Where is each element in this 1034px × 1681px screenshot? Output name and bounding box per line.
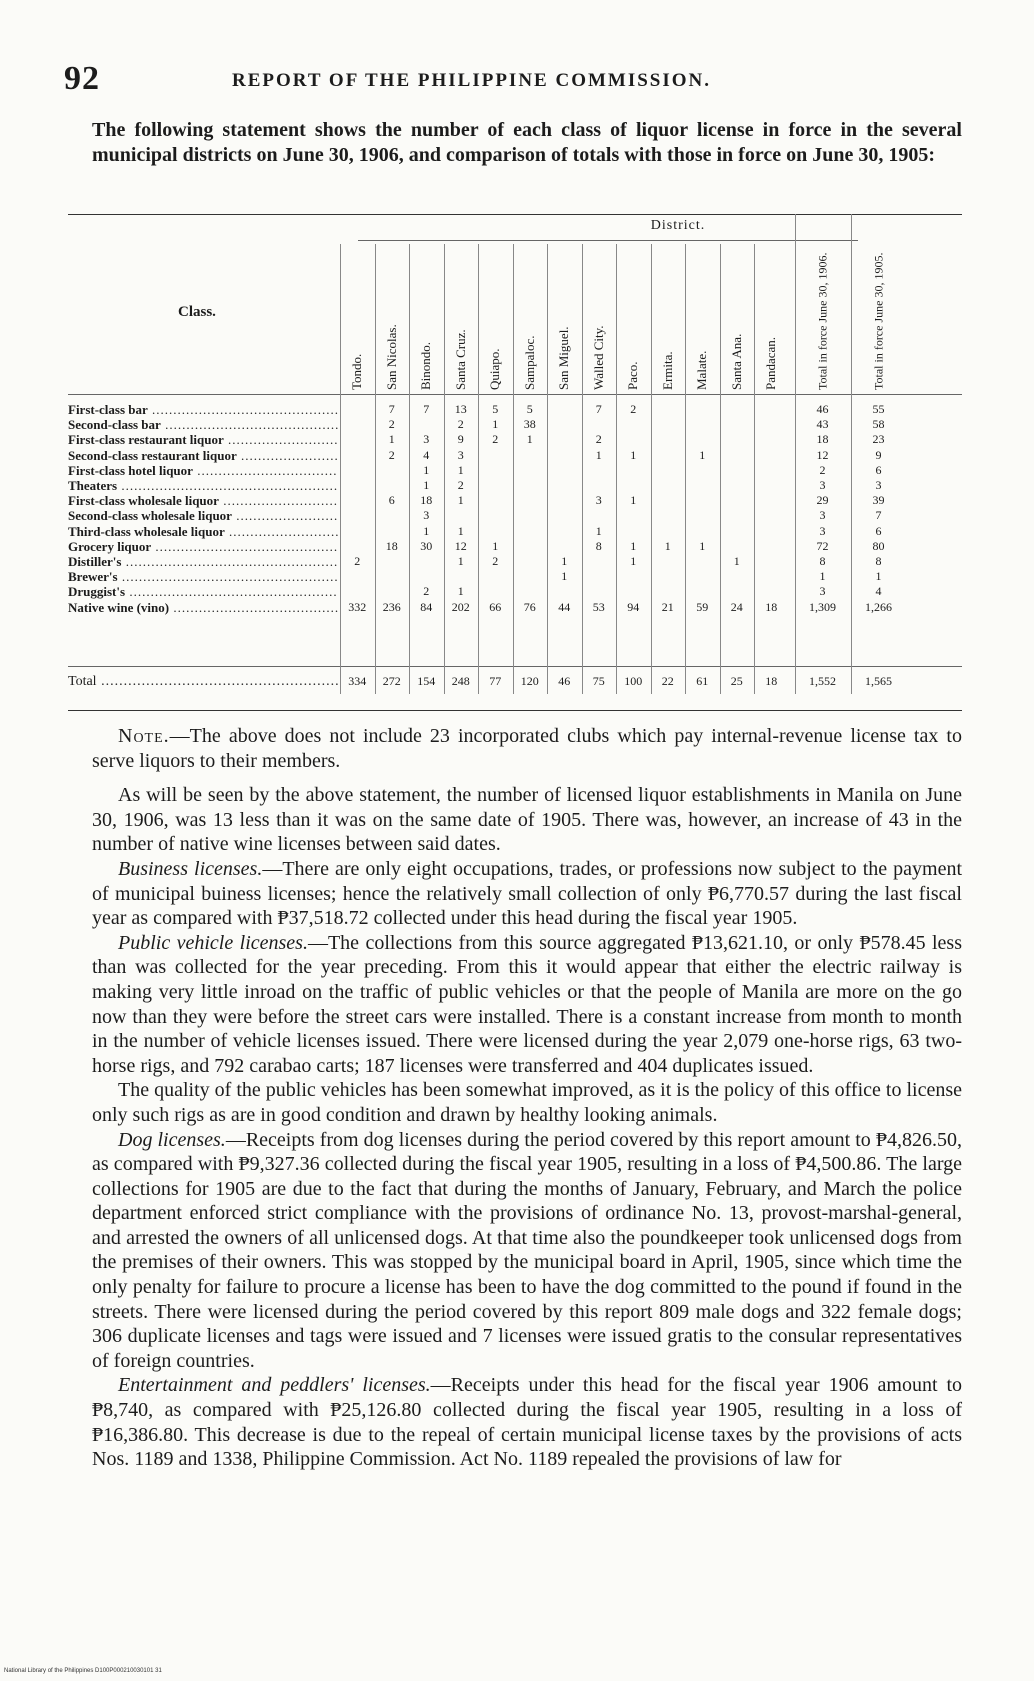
- table-cell: 18: [420, 493, 433, 508]
- table-cell: 46: [558, 674, 571, 688]
- table-cell: 1: [630, 554, 637, 568]
- column-header: [444, 244, 479, 394]
- table-cell: 1: [423, 478, 430, 492]
- row-label: Native wine (vino) .....: [68, 600, 338, 616]
- column-header: [616, 244, 651, 394]
- paragraph-text: As will be seen by the above statement, the number of licensed liquor establishments in Manila on June 30, 1906, was 13 less than it was on the same date of 1905. There was, however, an increase of 43 in the number of native wine licenses between said dates.: [92, 784, 962, 856]
- row-label: Theaters .....: [68, 478, 338, 494]
- table-cell: 18: [385, 538, 398, 553]
- table-cell: 1: [819, 569, 826, 584]
- column-header-label: Paco.: [625, 361, 641, 390]
- paragraph-lead: Public vehicle licenses.: [118, 931, 308, 954]
- body-paragraph: [92, 1373, 962, 1471]
- table-cell: 2: [630, 402, 637, 416]
- note-label: Note.: [118, 725, 170, 747]
- table-cell: 1,309: [809, 599, 836, 614]
- table-cell: 3: [819, 584, 826, 599]
- paragraph-lead: Dog licenses.: [118, 1128, 226, 1151]
- table-cell: 1: [388, 432, 395, 447]
- table-cell: 21: [661, 599, 674, 614]
- table-cell: 5: [526, 402, 533, 416]
- table-cell: 3: [819, 478, 826, 492]
- table-row: [68, 432, 962, 448]
- table-cell: 3: [819, 508, 826, 523]
- table-cell: 1: [699, 538, 706, 553]
- row-label: First-class wholesale liquor .....: [68, 493, 338, 509]
- table-bottom-rule: [68, 710, 962, 711]
- table-row: [68, 600, 962, 616]
- body-paragraph: [92, 1078, 962, 1127]
- page-header: [64, 60, 964, 100]
- row-label: Third-class wholesale liquor .....: [68, 524, 338, 540]
- table-cell: 1,266: [865, 599, 892, 614]
- paragraph-text: —There are only eight occupations, trades, or professions now subject to the payment of municipal buiness licenses; hence the relatively small collection of only ₱6,770.57 during the last fiscal year as compared with ₱37,518.72 collected under this head during the fiscal year 1905.: [92, 857, 963, 930]
- table-cell: 1: [630, 447, 637, 462]
- row-label: First-class restaurant liquor .....: [68, 432, 338, 448]
- column-header-label: Ermita.: [659, 351, 675, 390]
- column-header-label: San Miguel.: [556, 326, 572, 390]
- table-cell: 8: [819, 554, 826, 568]
- table-cell: 1: [457, 493, 464, 508]
- table-cell: 1,552: [809, 674, 836, 688]
- table-cell: 100: [624, 674, 643, 688]
- table-cell: 18: [765, 599, 778, 614]
- table-cell: 1: [526, 432, 533, 447]
- table-cell: 2: [457, 478, 464, 492]
- body-paragraph: [92, 783, 962, 857]
- column-header-label: Walled City.: [590, 325, 606, 390]
- column-header-label: Santa Cruz.: [452, 329, 468, 390]
- column-header: [582, 244, 617, 394]
- table-total-row: [68, 674, 962, 690]
- table-row: [68, 493, 962, 509]
- paragraph-lead: Entertainment and peddlers' licenses.: [118, 1374, 431, 1397]
- column-header-label: Sampaloc.: [521, 335, 537, 390]
- table-cell: 53: [592, 599, 605, 614]
- row-label: First-class bar .....: [68, 402, 338, 418]
- table-cell: 1: [875, 569, 882, 584]
- table-cell: 2: [819, 462, 826, 477]
- table-row: [68, 508, 962, 524]
- table-cell: 2: [388, 417, 395, 432]
- column-header: [409, 244, 444, 394]
- column-header: [651, 244, 686, 394]
- table-row: [68, 569, 962, 585]
- table-cell: 66: [489, 599, 502, 614]
- column-header: [685, 244, 720, 394]
- table-cell: 1: [492, 417, 499, 432]
- table-cell: 2: [595, 432, 602, 447]
- table-cell: 2: [457, 417, 464, 432]
- table-cell: 80: [872, 538, 885, 553]
- table-cell: 55: [872, 402, 885, 416]
- table-cell: 39: [872, 493, 885, 508]
- class-header: Class.: [178, 304, 216, 320]
- table-cell: 75: [592, 674, 605, 688]
- table-cell: 24: [730, 599, 743, 614]
- table-cell: 59: [696, 599, 709, 614]
- table-cell: 77: [489, 674, 502, 688]
- table-cell: 120: [520, 674, 539, 688]
- table-cell: 61: [696, 674, 709, 688]
- table-row: [68, 448, 962, 464]
- table-cell: 1: [595, 447, 602, 462]
- total-divider: [68, 666, 962, 667]
- total-column-header-label: Total in force June 30, 1905.: [871, 252, 885, 390]
- row-label: Brewer's .....: [68, 569, 338, 585]
- column-header: [754, 244, 789, 394]
- intro-paragraph: The following statement shows the number of each class of liquor license in force in the several municipal districts on June 30, 1906, and comparison of totals with those in force on June 30, 1905:: [92, 119, 962, 166]
- paragraph-list: [92, 783, 962, 1472]
- row-label: Distiller's .....: [68, 554, 338, 570]
- column-header: [340, 244, 375, 394]
- district-header: District.: [650, 218, 706, 233]
- table-cell: 76: [523, 599, 536, 614]
- table-cell: 7: [388, 402, 395, 416]
- table-cell: 38: [523, 417, 536, 432]
- table-cell: 3: [423, 508, 430, 523]
- table-row: [68, 478, 962, 494]
- table-cell: 8: [875, 554, 882, 568]
- paragraph-text: —Receipts under this head for the fiscal year 1906 amount to ₱8,740, as compared with ₱25,126.80 collected during the fiscal year 1905, resulting in a loss of ₱16,386.80. This decrease is due to the repeal of certain municipal license taxes by the provisions of acts Nos. 1189 and 1338, Philippine Commission. Act No. 1189 repealed the provisions of law for: [92, 1374, 962, 1471]
- body-paragraph: [92, 857, 962, 931]
- paragraph-text: —Receipts from dog licenses during the period covered by this report amount to ₱4,826.50, as compared with ₱9,327.36 collected during the fiscal year 1905, resulting in a loss of ₱4,500.86. The large collections for 1905 are due to the fact that during the months of January, February, and March the police department enforced strict compliance with the provisions of ordinance No. 13, provost-marshal-general, and arrested the owners of all unlicensed dogs. At that time also the poundkeeper took unlicensed dogs from the premises of their owners. This was stopped by the municipal board in April, 1905, since which time the only penalty for failure to procure a license has been to have the dog committed to the pound if found in the streets. There were licensed during the period covered by this report 809 male dogs and 322 female dogs; 306 duplicate licenses and tags were issued and 7 licenses were issued gratis to the consular representatives of foreign countries.: [92, 1128, 962, 1372]
- table-cell: 3: [423, 432, 430, 447]
- table-cell: 1: [561, 569, 568, 584]
- table-cell: 1: [423, 523, 430, 538]
- note-paragraph: [92, 724, 962, 773]
- table-cell: 9: [457, 432, 464, 447]
- table-cell: 1: [457, 523, 464, 538]
- page-number: 92: [64, 60, 100, 97]
- table-cell: 3: [595, 493, 602, 508]
- column-header: [720, 244, 755, 394]
- table-cell: 1: [423, 462, 430, 477]
- table-cell: 1: [457, 554, 464, 568]
- table-row: [68, 524, 962, 540]
- column-header: [547, 244, 582, 394]
- table-cell: 12: [816, 447, 829, 462]
- table-cell: 4: [875, 584, 882, 599]
- table-cell: 7: [875, 508, 882, 523]
- table-cell: 29: [816, 493, 829, 508]
- table-cell: 332: [348, 599, 367, 614]
- table-cell: 6: [875, 462, 882, 477]
- table-row: [68, 463, 962, 479]
- table-cell: 5: [492, 402, 499, 416]
- table-cell: 1: [492, 538, 499, 553]
- table-cell: 1: [457, 462, 464, 477]
- table-row: [68, 402, 962, 418]
- column-header: [513, 244, 548, 394]
- table-cell: 94: [627, 599, 640, 614]
- body-text: [92, 724, 962, 1472]
- table-cell: 202: [451, 599, 470, 614]
- table-cell: 154: [417, 674, 436, 688]
- table-cell: 30: [420, 538, 433, 553]
- table-cell: 9: [875, 447, 882, 462]
- table-cell: 7: [595, 402, 602, 416]
- table-cell: 84: [420, 599, 433, 614]
- table-row: [68, 417, 962, 433]
- table-cell: 3: [457, 447, 464, 462]
- body-paragraph: [92, 1128, 962, 1374]
- table-cell: 1: [457, 584, 464, 599]
- table-cell: 44: [558, 599, 571, 614]
- table-row: [68, 539, 962, 555]
- table-cell: 6: [388, 493, 395, 508]
- column-header: [375, 244, 410, 394]
- row-label: Second-class bar .....: [68, 417, 338, 433]
- column-header-label: Pandacan.: [763, 336, 779, 390]
- paragraph-text: —The collections from this source aggregated ₱13,621.10, or only ₱578.45 less than was collected for the year preceding. From this it would appear that either the electric railway is making very little inroad on the traffic of public vehicles or that the people of Manila are more on the go now than they were before the street cars were installed. There is a constant increase from month to month in the number of vehicle licenses issued. There were licensed during the year 2,079 one-horse rigs, 63 two-horse rigs, and 792 carabao carts; 187 licenses were transferred and 404 duplicates issued.: [92, 931, 962, 1077]
- table-cell: 2: [492, 432, 499, 447]
- table-cell: 2: [388, 447, 395, 462]
- table-cell: 3: [819, 523, 826, 538]
- column-header-label: Binondo.: [418, 341, 434, 390]
- column-header-label: Tondo.: [349, 353, 365, 390]
- table-cell: 12: [454, 538, 467, 553]
- table-cell: 8: [595, 538, 602, 553]
- table-cell: 18: [765, 674, 778, 688]
- column-header-label: Quiapo.: [487, 348, 503, 390]
- table-cell: 4: [423, 447, 430, 462]
- table-cell: 58: [872, 417, 885, 432]
- row-label: Druggist's .....: [68, 584, 338, 600]
- table-cell: 1: [630, 538, 637, 553]
- table-cell: 1: [595, 523, 602, 538]
- table-cell: 22: [661, 674, 674, 688]
- total-column-header: [795, 218, 851, 394]
- table-cell: 1: [630, 493, 637, 508]
- row-label: First-class hotel liquor .....: [68, 463, 338, 479]
- column-header-label: San Nicolas.: [383, 324, 399, 390]
- note-text: —The above does not include 23 incorporated clubs which pay internal-revenue license tax to serve liquors to their members.: [92, 725, 962, 772]
- table-cell: 1: [664, 538, 671, 553]
- footer-identifier: National Library of the Philippines D100P000210030101 31: [4, 1668, 162, 1674]
- header-divider: [68, 394, 962, 395]
- column-header-label: Santa Ana.: [728, 333, 744, 390]
- table-cell: 3: [875, 478, 882, 492]
- table-cell: 2: [354, 554, 361, 568]
- total-column-header: [851, 218, 907, 394]
- table-row: [68, 554, 962, 570]
- total-column-header-label: Total in force June 30, 1906.: [815, 252, 829, 390]
- running-title: REPORT OF THE PHILIPPINE COMMISSION.: [232, 70, 712, 91]
- column-header: [478, 244, 513, 394]
- table-cell: 7: [423, 402, 430, 416]
- table-cell: 25: [730, 674, 743, 688]
- table-cell: 248: [451, 674, 470, 688]
- table-cell: 1,565: [865, 674, 892, 688]
- table-cell: 43: [816, 417, 829, 432]
- table-cell: 1: [699, 447, 706, 462]
- paragraph-lead: Business licenses.: [118, 857, 263, 880]
- table-cell: 72: [816, 538, 829, 553]
- column-header-label: Malate.: [694, 350, 710, 390]
- row-label: Second-class wholesale liquor .....: [68, 508, 338, 524]
- table-cell: 272: [382, 674, 401, 688]
- liquor-license-table: [68, 214, 962, 710]
- table-cell: 2: [492, 554, 499, 568]
- table-cell: 334: [348, 674, 367, 688]
- table-cell: 236: [382, 599, 401, 614]
- paragraph-text: The quality of the public vehicles has been somewhat improved, as it is the policy of this office to license only such rigs as are in good condition and drawn by healthy looking animals.: [92, 1079, 962, 1126]
- table-cell: 13: [454, 402, 467, 416]
- row-label: Grocery liquor .....: [68, 539, 338, 555]
- table-cell: 1: [733, 554, 740, 568]
- table-cell: 2: [423, 584, 430, 599]
- table-cell: 18: [816, 432, 829, 447]
- table-row: [68, 584, 962, 600]
- row-label: Second-class restaurant liquor .....: [68, 448, 338, 464]
- row-label: Total .....: [68, 674, 338, 690]
- table-cell: 23: [872, 432, 885, 447]
- table-cell: 6: [875, 523, 882, 538]
- district-underline: [358, 240, 858, 241]
- body-paragraph: [92, 931, 962, 1079]
- table-cell: 1: [561, 554, 568, 568]
- table-cell: 46: [816, 402, 829, 416]
